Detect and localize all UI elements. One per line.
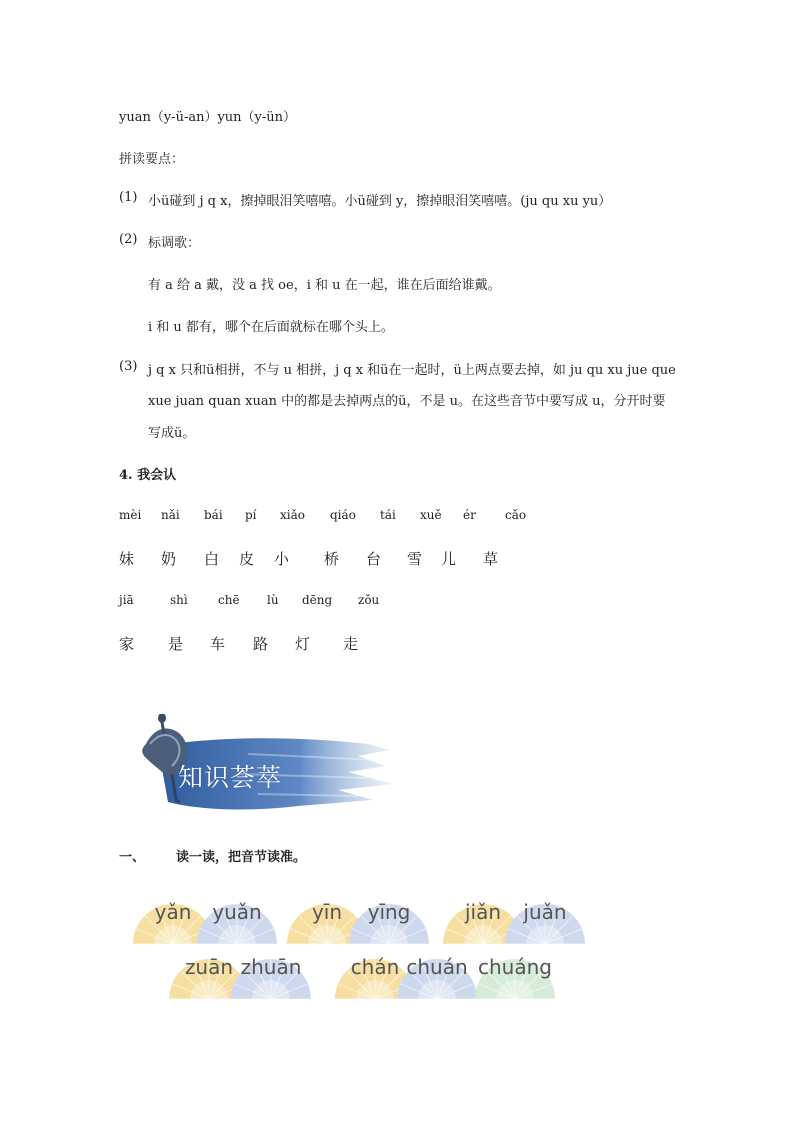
hanzi: 儿 [441, 550, 457, 568]
hanzi: 是 [168, 635, 184, 653]
pinyin: dēng [302, 593, 333, 607]
syllable-fan [230, 953, 312, 999]
syllable-fan [348, 898, 430, 944]
fan-syllable-label: zhuān [240, 955, 302, 979]
tone-song-line-1: 有 a 给 a 戴，没 a 找 oe，i 和 u 在一起，谁在后面给谁戴。 [148, 278, 501, 293]
tone-song-line-2: i 和 u 都有，哪个在后面就标在哪个头上。 [148, 320, 394, 335]
section-4-heading: 4. 我会认 [119, 468, 177, 483]
pinyin: lù [267, 593, 279, 607]
pinyin: xiǎo [280, 508, 305, 522]
point-3-number: (3) [119, 359, 138, 374]
exercise-number: 一、 [119, 850, 146, 865]
hanzi: 桥 [324, 550, 340, 568]
pinyin: nǎi [161, 508, 180, 522]
fan-syllable-label: chán [350, 955, 400, 979]
syllable-fan [474, 953, 556, 999]
hanzi: 雪 [407, 550, 423, 568]
key-points-heading: 拼读要点： [119, 152, 185, 167]
fan-syllable-label: juǎn [523, 900, 567, 924]
hanzi: 家 [119, 635, 135, 653]
syllable-fan [504, 898, 586, 944]
fan-syllable-label: yīn [311, 900, 343, 924]
pinyin: mèi [119, 508, 142, 522]
hanzi: 妹 [119, 550, 135, 568]
hanzi: 台 [366, 550, 382, 568]
fan-syllable-label: zuān [184, 955, 234, 979]
hanzi: 奶 [161, 550, 177, 568]
point-1-text: 小ü碰到 j q x，擦掉眼泪笑嘻嘻。小ü碰到 y，擦掉眼泪笑嘻嘻。(ju qu xu yu） [148, 194, 612, 209]
hanzi: 草 [483, 550, 499, 568]
pinyin: shì [170, 593, 188, 607]
hanzi: 白 [204, 550, 220, 568]
fan-syllable-label: yīng [367, 900, 411, 924]
recognize-row1-pinyin [0, 508, 794, 526]
pinyin: pí [245, 508, 257, 522]
fan-syllable-label: yǎn [154, 900, 192, 924]
fan-syllable-label: chuán [406, 955, 468, 979]
point-3-line-1: j q x 只和ü相拼，不与 u 相拼，j q x 和ü在一起时，ü上两点要去掉，如 ju qu xu jue que [148, 363, 676, 378]
fan-syllable-label: chuáng [478, 955, 552, 979]
knowledge-banner [128, 714, 398, 824]
exercise-instruction: 读一读，把音节读准。 [176, 850, 307, 865]
recognize-row2-hanzi [0, 633, 794, 653]
point-2-number: (2) [119, 232, 138, 247]
point-2-text: 标调歌： [148, 236, 201, 251]
pinyin: zǒu [358, 593, 380, 607]
recognize-row1-hanzi [0, 548, 794, 568]
pinyin: jiā [119, 593, 134, 607]
banner-title: 知识荟萃 [178, 763, 283, 792]
hanzi: 皮 [239, 550, 255, 568]
pinyin: qiáo [330, 508, 356, 522]
hanzi: 小 [274, 550, 290, 568]
hanzi: 走 [343, 635, 359, 653]
hanzi: 车 [210, 635, 226, 653]
pinyin: chē [218, 593, 240, 607]
point-3-line-2: xue juan quan xuan 中的都是去掉两点的ü，不是 u。在这些音节中要写成 u，分开时要 [148, 394, 666, 409]
pinyin: xuě [420, 508, 442, 522]
point-1-number: (1) [119, 190, 138, 205]
pinyin: tái [380, 508, 396, 522]
pinyin: bái [204, 508, 223, 522]
fan-syllable-label: yuǎn [212, 900, 262, 924]
hanzi: 灯 [295, 635, 311, 653]
syllable-fan [396, 953, 478, 999]
yuan-yun-line: yuan（y-ü-an）yun（y-ün） [119, 110, 297, 125]
pinyin: cǎo [505, 508, 527, 522]
hanzi: 路 [253, 635, 269, 653]
syllable-fan [196, 898, 278, 944]
pinyin: ér [463, 508, 476, 522]
point-3-line-3: 写成ü。 [148, 426, 196, 441]
recognize-row2-pinyin [0, 593, 794, 611]
fan-syllable-label: jiǎn [464, 900, 502, 924]
